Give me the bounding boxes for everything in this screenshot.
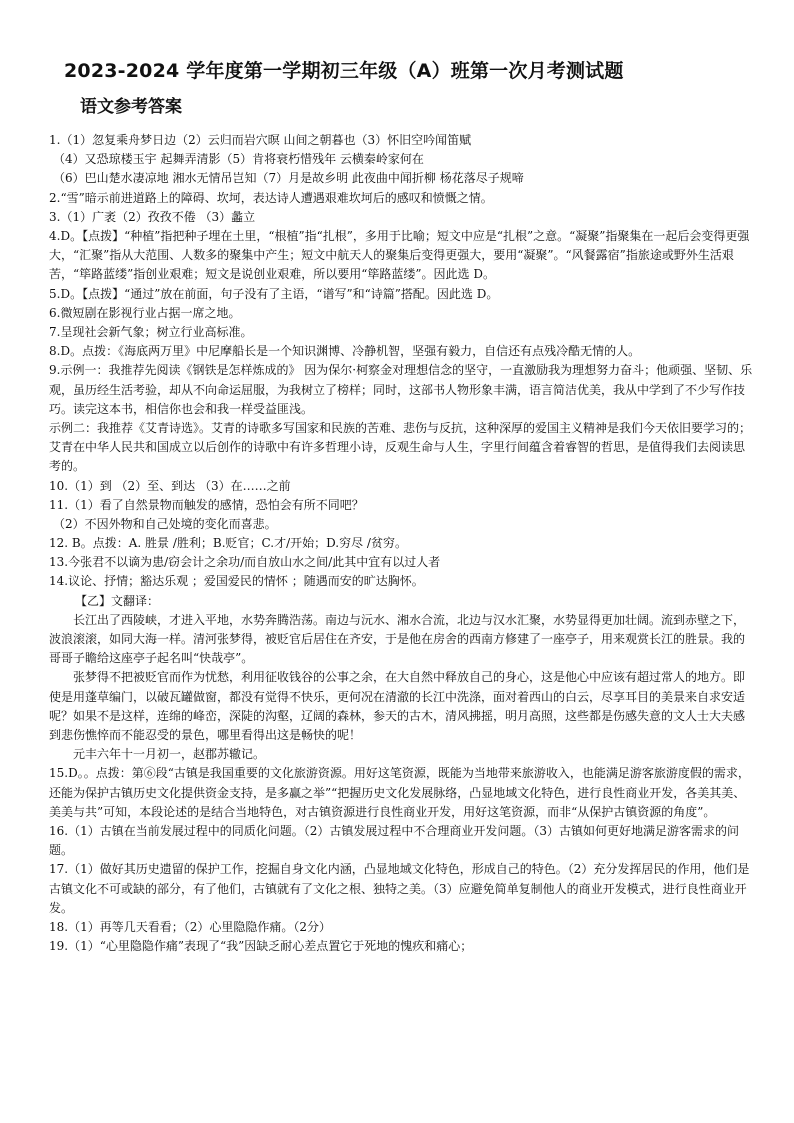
page-title: 2023-2024 学年度第一学期初三年级（A）班第一次月考测试题 — [64, 60, 624, 82]
answer-q7: 7.呈现社会新气象；树立行业高标准。 — [49, 324, 253, 339]
answer-q11-part2: （2）不因外物和自己处境的变化而喜悲。 — [53, 516, 277, 531]
answer-q1-line2: （4）又恐琼楼玉宇 起舞弄清影（5）肯将衰朽惜残年 云横秦岭家何在 — [53, 152, 424, 167]
translation-paragraph-1 — [49, 611, 755, 669]
answer-q12: 12. B。点拨：A. 胜景 /胜利；B.贬官；C.才/开始；D.穷尽 /贫穷。 — [49, 536, 407, 551]
answer-q17: 17.（1）做好其历史遗留的保护工作，挖掘自身文化内涵，凸显地域文化特色，形成自己的特色。（2）充分发挥居民的作用，他们是古镇文化不可或缺的部分，有了他们，古镇就有了文化之根、独特之美。（3）应避免简单复制他人的商业开发模式，进行良性商业开发。 — [49, 862, 750, 915]
translation-paragraph-1-text: 长江出了西陵峡，才进入平地，水势奔腾浩荡。南边与沅水、湘水合流，北边与汉水汇聚，水势显得更加壮阔。流到赤壁之下，波浪滚滚，如同大海一样。清河张梦得，被贬官后居住在齐安，于是他在房舍的西南方修建了一座亭子，用来观赏长江的胜景。我的哥哥子瞻给这座亭子起名叫“快哉亭”。 — [49, 612, 746, 666]
answer-q18: 18.（1）再等几天看看；（2）心里隐隐作痛。（2分） — [49, 920, 331, 935]
translation-paragraph-2 — [49, 668, 755, 745]
answer-body — [49, 131, 755, 956]
translation-paragraph-3: 元丰六年十一月初一，赵郡苏辙记。 — [73, 747, 266, 762]
translation-paragraph-2-text: 张梦得不把被贬官而作为忧愁，利用征收钱谷的公事之余，在大自然中释放自己的身心，这是他心中应该有超过常人的地方。即使是用蓬草编门，以破瓦罐做窗，都没有觉得不快乐，更何况在清澈的长江中洗涤，面对着西山的白云，尽享耳目的美景来自求安适呢？如果不是这样，连绵的峰峦，深陡的沟壑，辽阔的森林，参天的古木，清风拂摇，明月高照，这些都是伤感失意的文人士大夫感到悲伤憔悴而不能忍受的景色，哪里看得出这是畅快的呢！ — [49, 670, 746, 743]
answer-q15: 15.D。。点拨：第⑥段“古镇是我国重要的文化旅游资源。用好这笔资源，既能为当地带来旅游收入，也能满足游客旅游度假的需求，还能为保护古镇历史文化提供资金支持，是多赢之举”“把握历史文化发展脉络，凸显地域文化特色，进行良性商业开发，各美其美、美美与共”可知，本段论述的是结合当地特色，对古镇资源进行良性商业开发，用好这笔资源，而非“从保护古镇资源的角度”。 — [49, 766, 750, 819]
answer-q6: 6.微短剧在影视行业占据一席之地。 — [49, 305, 241, 320]
answer-q3: 3.（1）广袤（2）孜孜不倦 （3）蠡立 — [49, 209, 256, 224]
answer-q13: 13.今张君不以谪为患/窃会计之余功/而自放山水之间/此其中宜有以过人者 — [49, 555, 441, 570]
answer-q8: 8.D。点拨：《海底两万里》中尼摩船长是一个知识渊博、冷静机智，坚强有毅力，自信还有点残冷酷无情的人。 — [49, 344, 641, 359]
answer-q9-example2: 示例二：我推荐《艾青诗选》。艾青的诗歌多写国家和民族的苦难、悲伤与反抗，这种深厚的爱国主义精神是我们今天依旧要学习的；艾青在中华人民共和国成立以后创作的诗歌中有许多哲理小诗，反观生命与人生，字里行间蕴含着睿智的哲思，是值得我们去阅读思考的。 — [49, 420, 752, 474]
answer-q10: 10.（1）到 （2）至、到达 （3）在……之前 — [49, 478, 291, 493]
answer-q16: 16.（1）古镇在当前发展过程中的同质化问题。（2）古镇发展过程中不合理商业开发问题。（3）古镇如何更好地满足游客需求的问题。 — [49, 824, 739, 858]
translation-heading: 【乙】文翻译： — [75, 593, 160, 608]
answer-q19: 19.（1）“心里隐隐作痛”表现了“我”因缺乏耐心差点置它于死地的愧疚和痛心； — [49, 939, 473, 954]
answer-q2: 2.“雪”暗示前进道路上的障碍、坎坷，表达诗人遭遇艰难坎坷后的感叹和愤慨之情。 — [49, 190, 493, 205]
answer-q4: 4.D。【点拨】“种植”指把种子埋在土里，“根植”指“扎根”，多用于比喻；短文中应是“扎根”之意。“凝聚”指聚集在一起后会变得更强大，“汇聚”指从大范围、人数多的聚集中产生；短文中航天人的聚集后变得更强大，要用“凝聚”。“风餐露宿”指旅途或野外生活艰苦，“筚路蓝缕”指创业艰难；短文是说创业艰难，所以要用“筚路蓝缕”。因此选 D。 — [49, 228, 750, 282]
answer-q14: 14.议论、抒情；豁达乐观 ；爱国爱民的情怀 ；随遇而安的旷达胸怀。 — [49, 574, 424, 589]
answer-q9-example1: 9.示例一：我推荐先阅读《钢铁是怎样炼成的》 因为保尔·柯察金对理想信念的坚守，一直激励我为理想努力奋斗；他顽强、坚韧、乐观，虽历经生活考验，却从不向命运屈服，为我树立了榜样；同时，这部书人物形象丰满，语言简洁优美，我从中学到了不少写作技巧。读完这本书，相信你也会和我一样受益匪浅。 — [49, 363, 753, 416]
answer-q1-line3: （6）巴山楚水凄凉地 湘水无情吊岂知（7）月是故乡明 此夜曲中闻折柳 杨花落尽子规啼 — [53, 171, 524, 186]
answer-q5: 5.D。【点拨】“通过”放在前面，句子没有了主语，“谱写”和“诗篇”搭配。因此选 D。 — [49, 286, 499, 301]
answer-q11-part1: 11.（1）看了自然景物而触发的感情，恐怕会有所不同吧？ — [49, 497, 364, 512]
page-subtitle: 语文参考答案 — [80, 97, 182, 117]
answer-q1-line1: 1.（1）忽复乘舟梦日边（2）云归而岩穴暝 山间之朝暮也（3）怀旧空吟闻笛赋 — [49, 133, 472, 147]
